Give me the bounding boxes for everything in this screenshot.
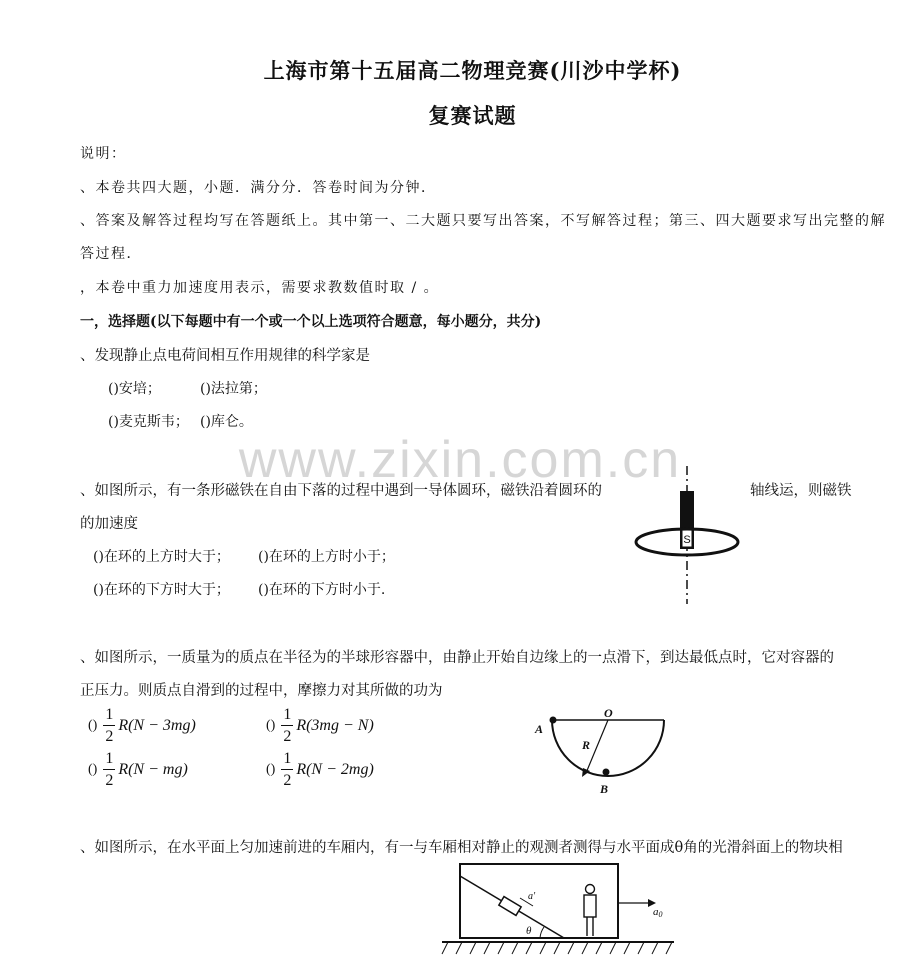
point-b-dot	[603, 769, 610, 776]
option-paren: ()	[266, 718, 276, 733]
fraction: $\frac{1}{2}$	[105, 750, 114, 789]
carriage-box	[460, 864, 618, 938]
instruction-item-2-line-1: 、答案及解答过程均写在答题纸上。其中第一、二大题只要写出答案，不写解答过程；第三、四大题要求写出完整的解	[80, 213, 886, 229]
instruction-item-2-line-2: 答过程．	[80, 246, 142, 262]
option-expression: R(3mg − N)	[296, 717, 374, 734]
instruction-item-3: ，本卷中重力加速度用表示，需要求教数值时取 / 。	[80, 280, 440, 296]
instruction-item-1: 、本卷共四大题，小题．满分分．答卷时间为分钟．	[80, 180, 437, 196]
observer-figure	[584, 885, 596, 937]
question-2-stem-line-1: 、如图所示，有一条形磁铁在自由下落的过程中遇到一导体圆环，磁铁沿着圆环的	[80, 483, 602, 499]
page-subtitle: 复赛试题	[428, 103, 517, 128]
bowl-arc	[552, 720, 664, 776]
magnet-s-label: S	[683, 534, 691, 546]
carriage-incline-figure	[440, 862, 680, 957]
option-expression: R(N − 2mg)	[296, 761, 374, 778]
sliding-block	[499, 897, 521, 916]
question-1-option-c: ()麦克斯韦；	[108, 414, 189, 430]
label-o: O	[604, 706, 613, 720]
question-3-option-a	[88, 706, 196, 746]
page-title: 上海市第十五届高二物理竞赛(川沙中学杯)	[263, 58, 682, 83]
instructions-heading: 说明：	[80, 146, 127, 162]
label-b: B	[600, 782, 609, 796]
question-1-stem: 、发现静止点电荷间相互作用规律的科学家是	[80, 348, 370, 364]
question-3-option-c	[88, 750, 188, 790]
label-a-prime: a'	[528, 891, 536, 902]
section-1-heading: 一，选择题(以下每题中有一个或一个以上选项符合题意，每小题分，共分)	[80, 314, 542, 330]
option-paren: ()	[266, 762, 276, 777]
hemisphere-figure	[530, 702, 670, 798]
label-r: R	[582, 738, 591, 752]
question-2-option-b: ()在环的上方时小于；	[258, 549, 395, 565]
theta-arc	[540, 927, 544, 938]
question-3-option-b	[266, 706, 374, 746]
question-2-stem-right: 轴线运，则磁铁	[750, 483, 852, 499]
question-3-option-d	[266, 750, 374, 790]
question-2-option-d: ()在环的下方时小于.	[258, 582, 386, 598]
question-1-option-b: ()法拉第；	[200, 381, 267, 397]
ground-hatching	[442, 942, 672, 954]
question-3-stem-line-1: 、如图所示，一质量为的质点在半径为的半球形容器中，由静止开始自边缘上的一点滑下，到达最低点时，它对容器的	[80, 650, 834, 666]
label-a: A	[535, 722, 544, 736]
option-expression: R(N − mg)	[118, 761, 188, 778]
question-1-option-d: ()库仑。	[200, 414, 253, 430]
fraction: $\frac{1}{2}$	[105, 706, 114, 745]
question-2-stem-line-2: 的加速度	[80, 516, 138, 532]
option-paren: ()	[88, 762, 98, 777]
watermark: www.zixin.com.cn	[238, 431, 682, 489]
point-a-dot	[550, 717, 557, 724]
label-theta: θ	[526, 925, 532, 937]
question-4-stem: 、如图所示，在水平面上匀加速前进的车厢内，有一与车厢相对静止的观测者测得与水平面成θ角的光滑斜面上的物块相	[80, 840, 843, 856]
question-2-option-a: ()在环的上方时大于；	[93, 549, 230, 565]
option-paren: ()	[88, 718, 98, 733]
question-2-option-c: ()在环的下方时大于；	[93, 582, 230, 598]
question-3-stem-line-2: 正压力。则质点自滑到的过程中，摩擦力对其所做的功为	[80, 683, 443, 699]
option-expression: R(N − 3mg)	[118, 717, 196, 734]
fraction: $\frac{1}{2}$	[283, 750, 292, 789]
question-1-option-a: ()安培；	[108, 381, 161, 397]
fraction: $\frac{1}{2}$	[283, 706, 292, 745]
magnet-ring-figure	[630, 466, 742, 604]
label-a0: a0	[653, 906, 663, 919]
